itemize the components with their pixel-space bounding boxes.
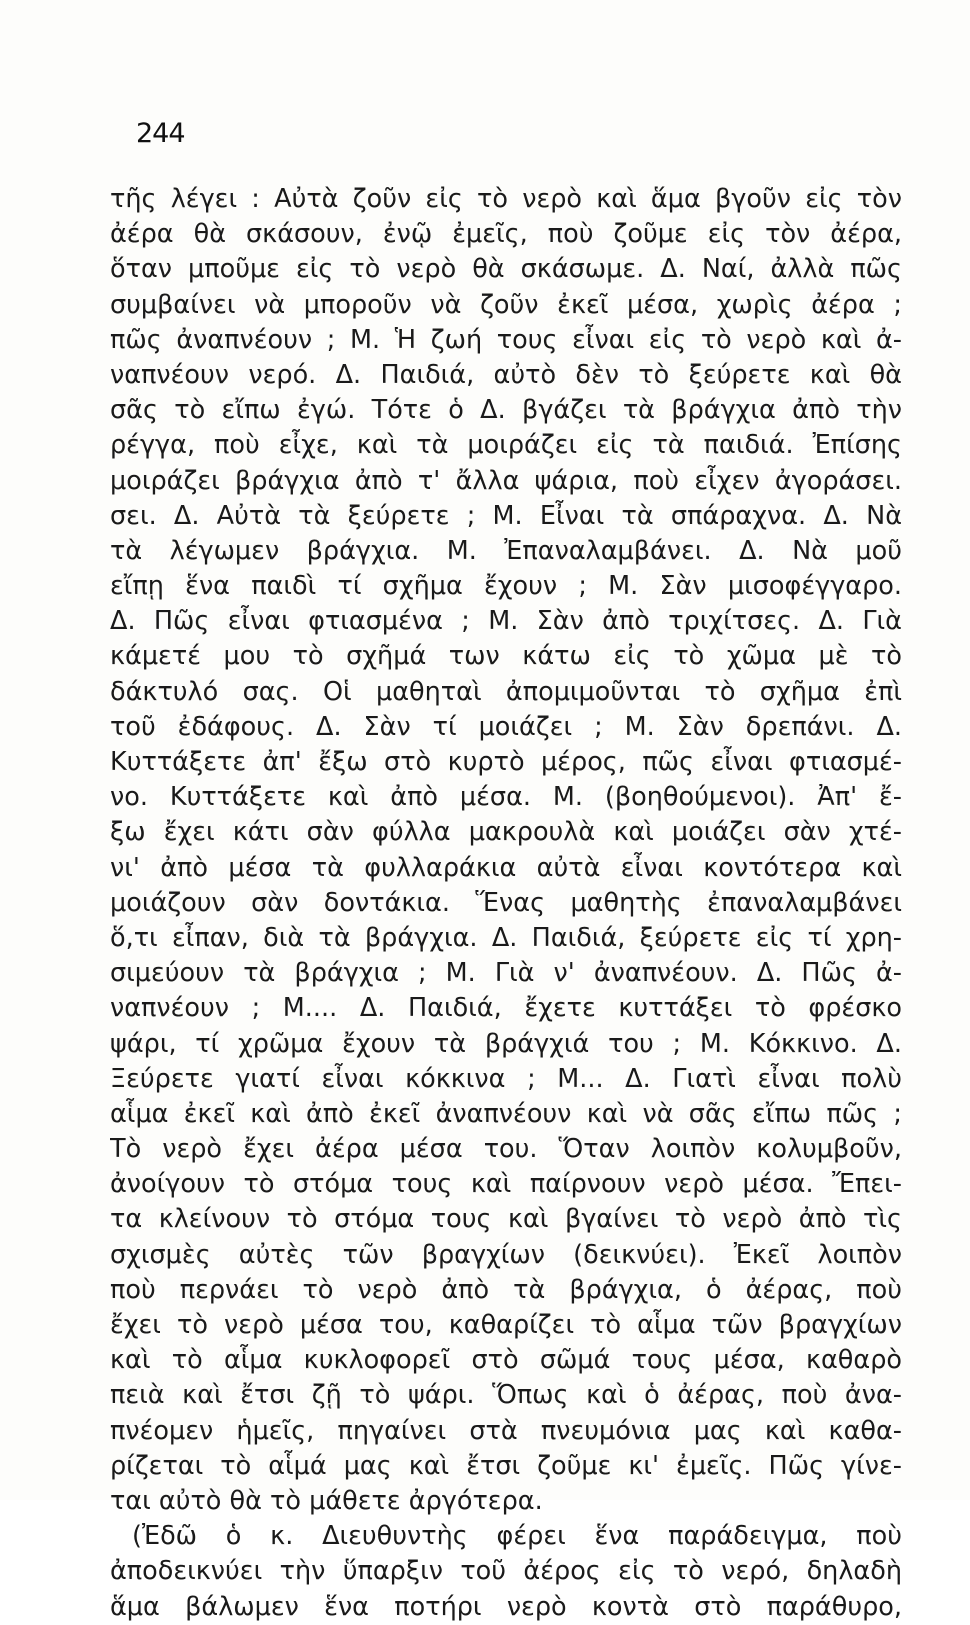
text-line: ρέγγα, ποὺ εἶχε, καὶ τὰ μοιράζει εἰς τὰ παιδιά. Ἐπίσης: [110, 430, 902, 461]
text-line: μοιάζουν σὰν δοντάκια. Ἕνας μαθητὴς ἐπαναλαμβάνει: [110, 887, 902, 918]
text-line: Τὸ νερὸ ἔχει ἀέρα μέσα του. Ὅταν λοιπὸν κολυμβοῦν,: [110, 1134, 902, 1165]
text-line: ναπνέουν νερό. Δ. Παιδιά, αὐτὸ δὲν τὸ ξεύρετε καὶ θὰ: [110, 359, 902, 390]
text-line: τοῦ ἐδάφους. Δ. Σὰν τί μοιάζει ; Μ. Σὰν δρεπάνι. Δ.: [110, 711, 902, 742]
page-number: 244: [136, 118, 185, 149]
text-line: νο. Κυττάξετε καὶ ἀπὸ μέσα. Μ. (βοηθούμενοι). Ἀπ' ἔ-: [110, 782, 902, 813]
text-line: ἅμα βάλωμεν ἕνα ποτήρι νερὸ κοντὰ στὸ παράθυρο,: [110, 1591, 902, 1622]
text-line: σει. Δ. Αὐτὰ τὰ ξεύρετε ; Μ. Εἶναι τὰ σπάραχνα. Δ. Νὰ: [110, 500, 902, 531]
text-line: ψάρι, τί χρῶμα ἔχουν τὰ βράγχιά του ; Μ. Κόκκινο. Δ.: [110, 1028, 902, 1059]
text-line: ἔχει τὸ νερὸ μέσα του, καθαρίζει τὸ αἷμα τῶν βραγχίων: [110, 1310, 902, 1340]
text-line: κάμετέ μου τὸ σχῆμά των κάτω εἰς τὸ χῶμα μὲ τὸ: [110, 641, 902, 672]
text-line: Κυττάξετε ἀπ' ἔξω στὸ κυρτὸ μέρος, πῶς εἶναι φτιασμέ-: [110, 747, 902, 777]
text-line: (Ἐδῶ ὁ κ. Διευθυντὴς φέρει ἕνα παράδειγμα, ποὺ: [132, 1521, 902, 1552]
text-line: ἀέρα θὰ σκάσουν, ἐνῷ ἐμεῖς, ποὺ ζοῦμε εἰς τὸν ἀέρα,: [110, 219, 902, 250]
text-line: δάκτυλό σας. Οἱ μαθηταὶ ἀπομιμοῦνται τὸ σχῆμα ἐπὶ: [110, 676, 902, 707]
text-line: ρίζεται τὸ αἷμά μας καὶ ἔτσι ζοῦμε κι' ἐμεῖς. Πῶς γίνε-: [110, 1450, 902, 1481]
text-line: νι' ἀπὸ μέσα τὰ φυλλαράκια αὐτὰ εἶναι κοντότερα καὶ: [110, 852, 902, 883]
text-line: εἴπῃ ἕνα παιδὶ τί σχῆμα ἔχουν ; Μ. Σὰν μισοφέγγαρο.: [110, 571, 902, 602]
text-line: ὅ,τι εἶπαν, διὰ τὰ βράγχια. Δ. Παιδιά, ξεύρετε εἰς τί χρη-: [110, 922, 902, 953]
text-line: Ξεύρετε γιατί εἶναι κόκκινα ; Μ... Δ. Γιατὶ εἶναι πολὺ: [110, 1063, 902, 1094]
text-line: ξω ἔχει κάτι σὰν φύλλα μακρουλὰ καὶ μοιάζει σὰν χτέ-: [110, 817, 902, 848]
body-text: [110, 182, 902, 1625]
text-line: συμβαίνει νὰ μποροῦν νὰ ζοῦν ἐκεῖ μέσα, χωρὶς ἀέρα ;: [110, 289, 902, 320]
text-line: ται αὐτὸ θὰ τὸ μάθετε ἀργότερα.: [110, 1485, 543, 1516]
text-line: ἀποδεικνύει τὴν ὕπαρξιν τοῦ ἀέρος εἰς τὸ νερό, δηλαδὴ: [110, 1556, 902, 1587]
text-line: ποὺ περνάει τὸ νερὸ ἀπὸ τὰ βράγχια, ὁ ἀέρας, ποὺ: [110, 1274, 902, 1305]
text-line: σιμεύουν τὰ βράγχια ; Μ. Γιὰ ν' ἀναπνέουν. Δ. Πῶς ἀ-: [110, 958, 902, 989]
text-line: τῆς λέγει : Αὐτὰ ζοῦν εἰς τὸ νερὸ καὶ ἅμα βγοῦν εἰς τὸν: [110, 184, 902, 214]
text-line: πῶς ἀναπνέουν ; Μ. Ἡ ζωή τους εἶναι εἰς τὸ νερὸ καὶ ἀ-: [110, 324, 902, 355]
text-line: πειὰ καὶ ἔτσι ζῇ τὸ ψάρι. Ὅπως καὶ ὁ ἀέρας, ποὺ ἀνα-: [110, 1380, 902, 1411]
text-line: σχισμὲς αὐτὲς τῶν βραγχίων (δεικνύει). Ἐκεῖ λοιπὸν: [110, 1239, 902, 1270]
text-line: μοιράζει βράγχια ἀπὸ τ' ἄλλα ψάρια, ποὺ εἶχεν ἀγοράσει.: [110, 465, 902, 496]
text-line: τα κλείνουν τὸ στόμα τους καὶ βγαίνει τὸ νερὸ ἀπὸ τὶς: [110, 1204, 902, 1235]
text-line: σᾶς τὸ εἴπω ἐγώ. Τότε ὁ Δ. βγάζει τὰ βράγχια ἀπὸ τὴν: [110, 395, 902, 426]
text-line: ναπνέουν ; Μ.... Δ. Παιδιά, ἔχετε κυττάξει τὸ φρέσκο: [110, 993, 902, 1024]
text-line: καὶ τὸ αἷμα κυκλοφορεῖ στὸ σῶμά τους μέσα, καθαρὸ: [110, 1345, 902, 1376]
text-line: ἀνοίγουν τὸ στόμα τους καὶ παίρνουν νερὸ μέσα. Ἔπει-: [110, 1169, 902, 1200]
text-line: πνέομεν ἡμεῖς, πηγαίνει στὰ πνευμόνια μας καὶ καθα-: [110, 1415, 902, 1446]
text-line: αἷμα ἐκεῖ καὶ ἀπὸ ἐκεῖ ἀναπνέουν καὶ νὰ σᾶς εἴπω πῶς ;: [110, 1098, 902, 1129]
text-line: Δ. Πῶς εἶναι φτιασμένα ; Μ. Σὰν ἀπὸ τριχίτσες. Δ. Γιὰ: [110, 606, 902, 637]
text-line: ὅταν μποῦμε εἰς τὸ νερὸ θὰ σκάσωμε. Δ. Ναί, ἀλλὰ πῶς: [110, 254, 902, 285]
text-line: τὰ λέγωμεν βράγχια. Μ. Ἐπαναλαμβάνει. Δ. Νὰ μοῦ: [110, 535, 902, 566]
